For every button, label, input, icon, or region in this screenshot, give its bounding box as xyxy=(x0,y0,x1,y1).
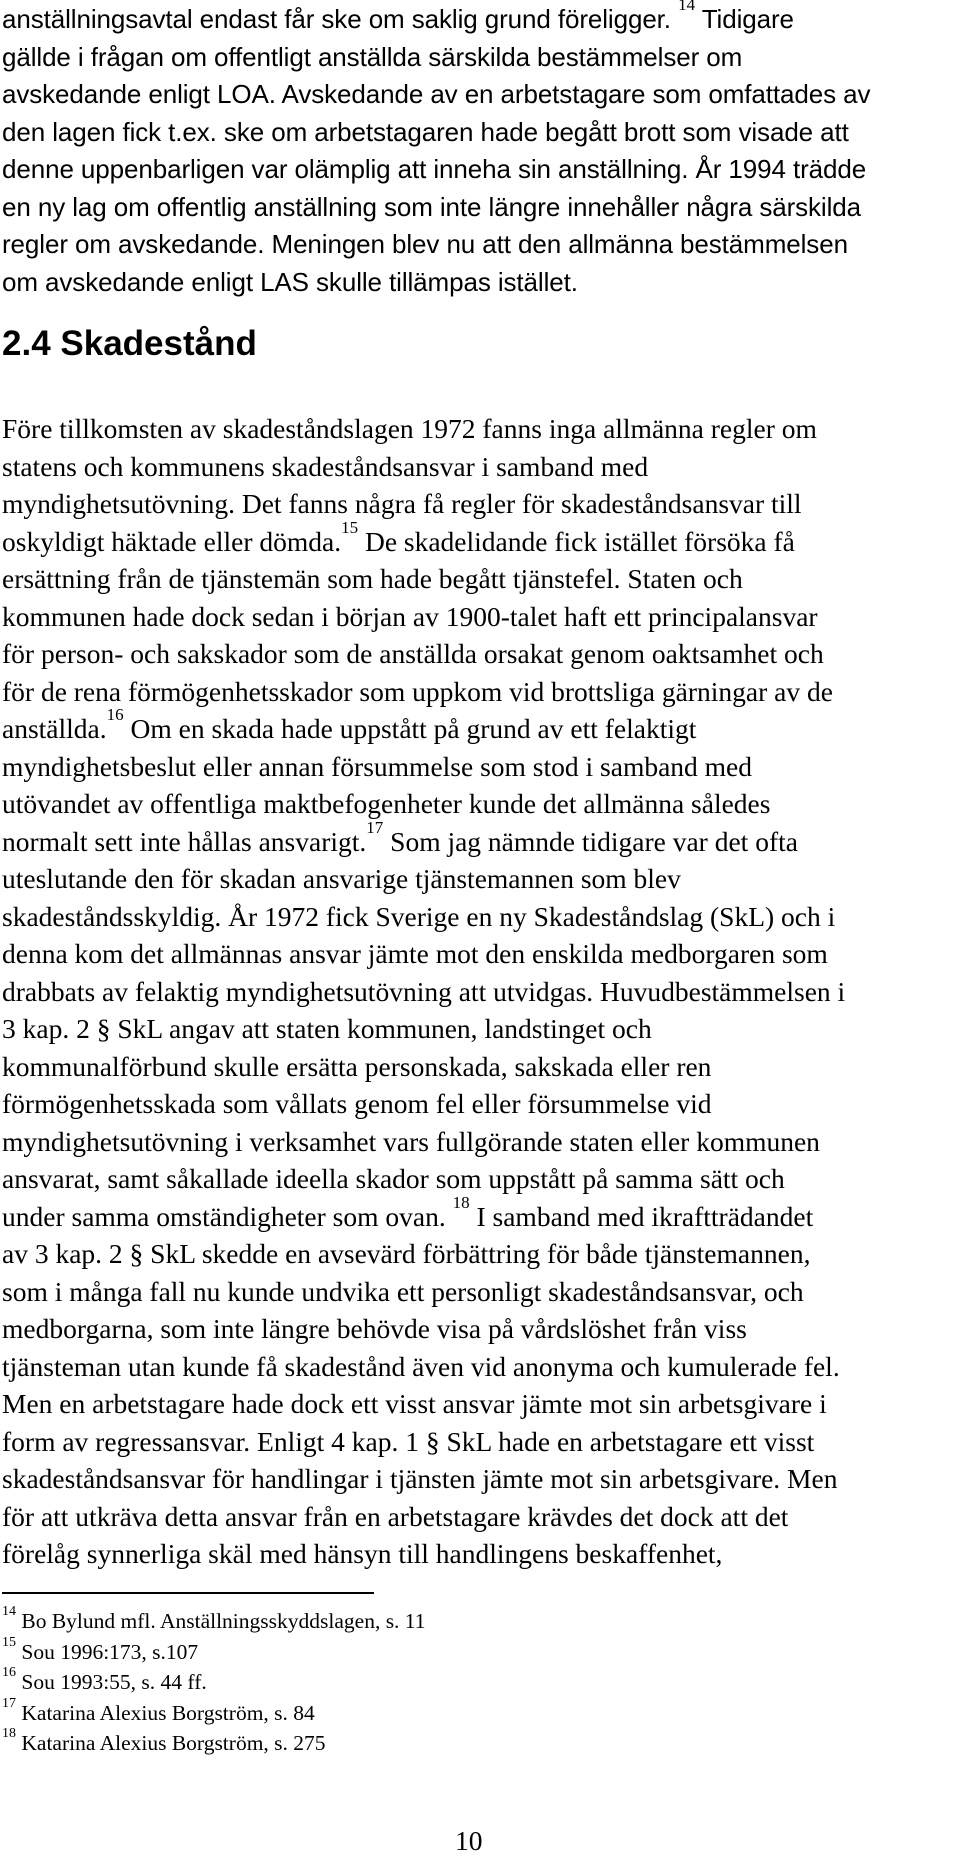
text-line xyxy=(2,673,952,711)
text-segment: tjänsteman utan kunde få skadestånd även vid anonyma och kumulerade fel. xyxy=(2,1350,840,1382)
text-line xyxy=(2,635,952,673)
text-segment: under samma omständigheter som ovan. xyxy=(2,1200,453,1232)
text-line xyxy=(2,75,952,113)
text-line xyxy=(2,1498,952,1536)
text-line xyxy=(2,860,952,898)
text-segment: kommunalförbund skulle ersätta personskada, sakskada eller ren xyxy=(2,1050,712,1082)
text-line xyxy=(2,1273,952,1311)
text-line xyxy=(2,935,952,973)
text-line xyxy=(2,448,952,486)
text-line xyxy=(2,517,952,561)
text-segment: av 3 kap. 2 § SkL skedde en avsevärd förbättring för både tjänstemannen, xyxy=(2,1238,811,1269)
footnote-item xyxy=(2,1695,602,1729)
text-line xyxy=(2,1460,952,1498)
footnote-text: Bo Bylund mfl. Anställningsskyddslagen, s. 11 xyxy=(16,1609,426,1633)
text-segment: anställningsavtal endast får ske om saklig grund föreligger. xyxy=(2,4,679,34)
text-segment: myndighetsbeslut eller annan försummelse som stod i samband med xyxy=(2,750,753,782)
text-segment: 3 kap. 2 § SkL angav att staten kommunen, landstinget och xyxy=(2,1013,652,1044)
text-segment: myndighetsutövning. Det fanns några få regler för skadeståndsansvar till xyxy=(2,488,802,519)
text-segment: uteslutande den för skadan ansvarige tjänstemannen som blev xyxy=(2,863,681,894)
text-segment: Men en arbetstagare hade dock ett visst ansvar jämte mot sin arbetsgivare i xyxy=(2,1388,827,1419)
text-line xyxy=(2,1385,952,1423)
text-segment: en ny lag om offentlig anställning som inte längre innehåller några särskilda xyxy=(2,191,862,222)
text-segment: kommunen hade dock sedan i början av 1900-talet haft ett principalansvar xyxy=(2,600,818,632)
text-segment: för de rena förmögenhetsskador som uppkom vid brottsliga gärningar av de xyxy=(2,675,833,707)
text-line xyxy=(2,263,952,301)
footnote-item xyxy=(2,1634,602,1668)
text-line xyxy=(2,1310,952,1348)
text-segment: skadeståndsansvar för handlingar i tjänsten jämte mot sin arbetsgivare. Men xyxy=(2,1463,838,1494)
footnote-number: 15 xyxy=(2,1634,16,1650)
text-line xyxy=(2,188,952,226)
footnote-text: Katarina Alexius Borgström, s. 275 xyxy=(16,1731,326,1755)
text-line xyxy=(2,1535,952,1573)
footnote-number: 16 xyxy=(2,1665,16,1680)
text-segment: ansvarat, samt såkallade ideella skador som uppstått på samma sätt och xyxy=(2,1163,785,1194)
text-segment: anställda. xyxy=(2,713,107,744)
text-line xyxy=(2,705,952,748)
paragraph-employment-termination xyxy=(2,0,952,300)
text-segment: för att utkräva detta ansvar från en arbetstagare krävdes det dock att det xyxy=(2,1500,789,1532)
text-line xyxy=(2,973,952,1011)
text-line xyxy=(2,410,952,448)
text-line xyxy=(2,0,952,38)
footnote-item xyxy=(2,1606,602,1637)
text-segment: avskedande enligt LOA. Avskedande av en arbetstagare som omfattades av xyxy=(2,79,871,109)
text-segment: den lagen fick t.ex. ske om arbetstagaren hade begått brott som visade att xyxy=(2,116,849,147)
page-number: 10 xyxy=(455,1825,483,1856)
text-line xyxy=(2,1235,952,1273)
text-line xyxy=(2,1192,952,1236)
text-line xyxy=(2,1348,952,1386)
text-line xyxy=(2,785,952,823)
footnote-number: 14 xyxy=(2,1604,16,1619)
text-line xyxy=(2,748,952,786)
footnote-reference: 16 xyxy=(106,705,124,724)
text-segment: medborgarna, som inte längre behövde visa på vårdslöshet från viss xyxy=(2,1313,747,1344)
text-line xyxy=(2,1048,952,1086)
footnote-number: 17 xyxy=(2,1695,16,1711)
text-line xyxy=(2,225,952,263)
text-segment: ersättning från de tjänstemän som hade begått tjänstefel. Staten och xyxy=(2,563,743,594)
text-line xyxy=(2,1423,952,1461)
text-line xyxy=(2,898,952,936)
text-segment: form av regressansvar. Enligt 4 kap. 1 § SkL hade en arbetstagare ett visst xyxy=(2,1425,815,1457)
paragraph-damages xyxy=(2,410,952,1573)
text-line xyxy=(2,817,952,861)
footnote-reference: 18 xyxy=(452,1192,470,1212)
text-segment: regler om avskedande. Meningen blev nu att den allmänna bestämmelsen xyxy=(2,229,848,259)
text-segment: Som jag nämnde tidigare var det ofta xyxy=(383,825,798,857)
footnote-reference: 15 xyxy=(341,517,359,537)
text-segment: utövandet av offentliga maktbefogenheter kunde det allmänna således xyxy=(2,788,771,819)
text-line xyxy=(2,1010,952,1048)
text-segment: denna kom det allmännas ansvar jämte mot den enskilda medborgaren som xyxy=(2,938,828,969)
footnotes-list xyxy=(2,1606,602,1759)
footnote-reference: 17 xyxy=(366,817,384,837)
text-segment: I samband med ikraftträdandet xyxy=(469,1200,814,1232)
text-segment: om avskedande enligt LAS skulle tillämpas istället. xyxy=(2,266,578,297)
text-line xyxy=(2,598,952,636)
text-line xyxy=(2,38,952,76)
section-heading: 2.4 Skadestånd xyxy=(2,324,257,363)
footnote-reference: 14 xyxy=(678,0,696,14)
text-line xyxy=(2,150,952,188)
text-segment: gällde i frågan om offentligt anställda särskilda bestämmelser om xyxy=(2,41,743,72)
footnote-number: 18 xyxy=(2,1726,16,1741)
footnote-item xyxy=(2,1667,602,1698)
text-segment: De skadelidande fick istället försöka få xyxy=(358,525,795,557)
text-segment: Tidigare xyxy=(695,4,794,34)
text-segment: för person- och sakskador som de anställda orsakat genom oaktsamhet och xyxy=(2,638,824,669)
footnote-text: Sou 1993:55, s. 44 ff. xyxy=(16,1670,207,1694)
text-line xyxy=(2,485,952,523)
text-line xyxy=(2,113,952,151)
text-segment: myndighetsutövning i verksamhet vars fullgörande staten eller kommunen xyxy=(2,1125,820,1157)
text-line xyxy=(2,1160,952,1198)
text-segment: statens och kommunens skadeståndsansvar i samband med xyxy=(2,450,649,482)
text-segment: Om en skada hade uppstått på grund av ett felaktigt xyxy=(123,713,697,744)
text-line xyxy=(2,1085,952,1123)
text-segment: oskyldigt häktade eller dömda. xyxy=(2,525,342,557)
text-segment: Före tillkomsten av skadeståndslagen 1972 fanns inga allmänna regler om xyxy=(2,413,817,444)
text-segment: skadeståndsskyldig. År 1972 fick Sverige en ny Skadeståndslag (SkL) och i xyxy=(2,900,836,932)
text-segment: som i många fall nu kunde undvika ett personligt skadeståndsansvar, och xyxy=(2,1275,804,1307)
footnote-text: Katarina Alexius Borgström, s. 84 xyxy=(16,1700,315,1725)
text-segment: denne uppenbarligen var olämplig att inneha sin anställning. År 1994 trädde xyxy=(2,154,867,184)
text-segment: förelåg synnerliga skäl med hänsyn till handlingens beskaffenhet, xyxy=(2,1538,723,1569)
footnote-text: Sou 1996:173, s.107 xyxy=(16,1639,199,1664)
text-segment: förmögenhetsskada som vållats genom fel eller försummelse vid xyxy=(2,1088,712,1119)
text-segment: drabbats av felaktig myndighetsutövning att utvidgas. Huvudbestämmelsen i xyxy=(2,975,846,1007)
footnote-item xyxy=(2,1728,602,1759)
text-line xyxy=(2,560,952,598)
footnote-separator xyxy=(2,1592,374,1594)
text-line xyxy=(2,1123,952,1161)
text-segment: normalt sett inte hållas ansvarigt. xyxy=(2,825,367,857)
